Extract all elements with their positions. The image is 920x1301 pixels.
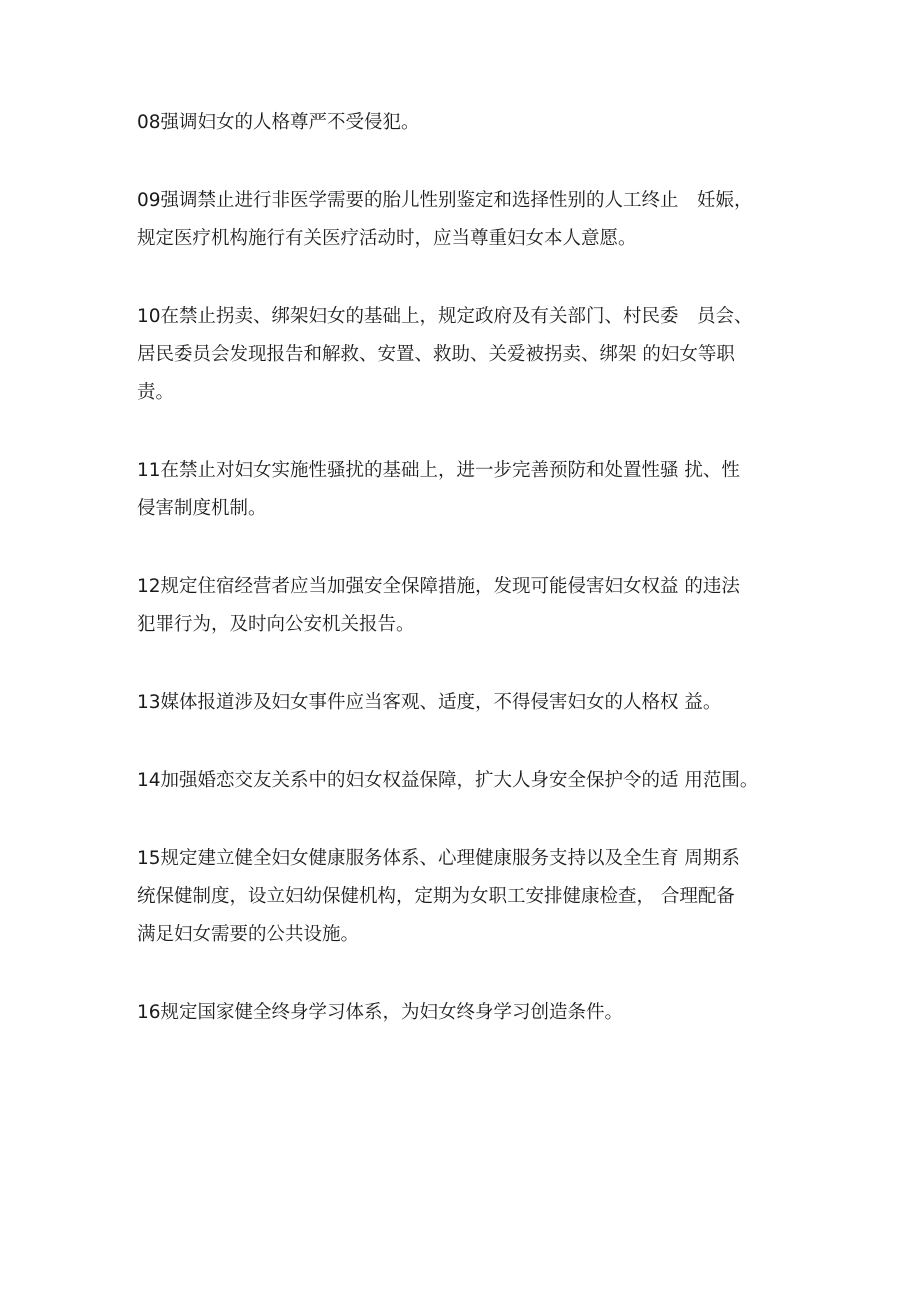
provision-line: 居民委员会发现报告和解救、安置、救助、关爱被拐卖、绑架 的妇女等职 bbox=[137, 344, 735, 365]
provision-line: 11在禁止对妇女实施性骚扰的基础上，进一步完善预防和处置性骚 扰、性 bbox=[137, 460, 740, 481]
provision-list bbox=[137, 104, 797, 1072]
provision-line: 09强调禁止进行非医学需要的胎儿性别鉴定和选择性别的人工终止 妊娠， bbox=[137, 190, 753, 211]
provision-line: 统保健制度，设立妇幼保健机构，定期为女职工安排健康检查， 合理配备 bbox=[137, 886, 735, 907]
provision-item-14 bbox=[137, 762, 797, 800]
provision-item-09 bbox=[137, 182, 797, 258]
provision-item-10 bbox=[137, 298, 797, 412]
provision-line: 10在禁止拐卖、绑架妇女的基础上，规定政府及有关部门、村民委 员会、 bbox=[137, 306, 753, 327]
provision-line: 15规定建立健全妇女健康服务体系、心理健康服务支持以及全生育 周期系 bbox=[137, 848, 740, 869]
provision-line: 规定医疗机构施行有关医疗活动时，应当尊重妇女本人意愿。 bbox=[137, 228, 637, 249]
provision-line: 08强调妇女的人格尊严不受侵犯。 bbox=[137, 112, 420, 133]
provision-line: 犯罪行为，及时向公安机关报告。 bbox=[137, 614, 415, 635]
provision-item-16 bbox=[137, 994, 797, 1032]
provision-item-15 bbox=[137, 840, 797, 954]
provision-line: 满足妇女需要的公共设施。 bbox=[137, 924, 360, 945]
provision-line: 侵害制度机制。 bbox=[137, 498, 267, 519]
provision-item-11 bbox=[137, 452, 797, 528]
provision-item-08 bbox=[137, 104, 797, 142]
provision-line: 责。 bbox=[137, 382, 175, 403]
provision-line: 12规定住宿经营者应当加强安全保障措施，发现可能侵害妇女权益 的违法 bbox=[137, 576, 740, 597]
provision-line: 16规定国家健全终身学习体系，为妇女终身学习创造条件。 bbox=[137, 1002, 624, 1023]
provision-item-12 bbox=[137, 568, 797, 644]
provision-item-13 bbox=[137, 684, 797, 722]
provision-line: 14加强婚恋交友关系中的妇女权益保障，扩大人身安全保护令的适 用范围。 bbox=[137, 770, 759, 791]
provision-line: 13媒体报道涉及妇女事件应当客观、适度，不得侵害妇女的人格权 益。 bbox=[137, 692, 722, 713]
